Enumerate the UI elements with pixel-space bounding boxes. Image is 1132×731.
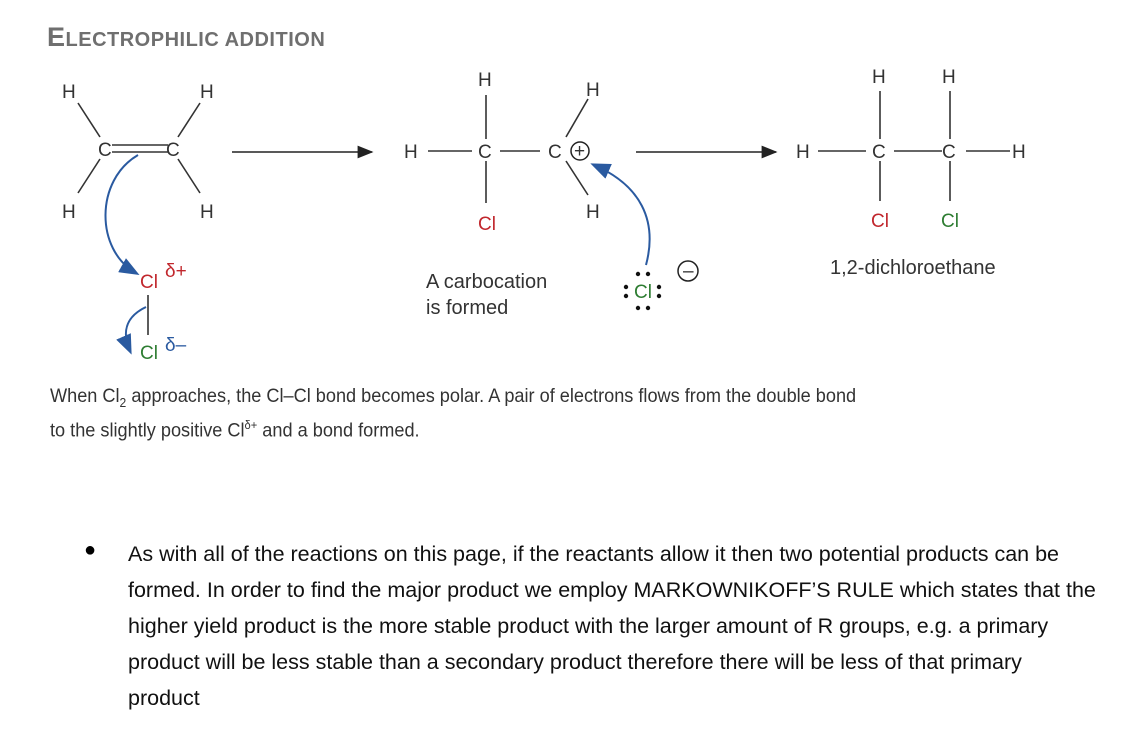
caption-text-1: When Cl: [50, 385, 120, 407]
ethene-molecule: [78, 103, 200, 193]
reaction-scheme: [0, 55, 1132, 375]
positive-charge-sign: +: [574, 141, 586, 162]
curly-arrow-pi-bond: [105, 155, 138, 273]
page-heading: [47, 22, 325, 53]
chloride-ion: Cl: [634, 282, 652, 303]
cl-delta-minus-atom: Cl: [140, 343, 158, 364]
negative-charge-sign: –: [683, 261, 694, 282]
carbocation-c1: C: [478, 142, 492, 163]
caption-line-1: [50, 385, 980, 414]
delta-plus-label: δ+: [165, 261, 187, 282]
caption-subscript: 2: [119, 394, 127, 410]
cl-delta-plus-atom: Cl: [140, 272, 158, 293]
product-h-top-1: H: [872, 67, 886, 88]
ethene-h1: H: [62, 82, 76, 103]
product-h-left: H: [796, 142, 810, 163]
carbocation-c2: C: [548, 142, 562, 163]
carbocation-molecule: [428, 95, 588, 203]
carbocation-label-line2: is formed: [426, 297, 509, 319]
carbocation-h-top: H: [478, 70, 492, 91]
carbocation-h-upper-right: H: [586, 80, 600, 101]
product-cl-1: Cl: [871, 211, 889, 232]
product-h-top-2: H: [942, 67, 956, 88]
curly-arrow-chloride: [594, 165, 650, 265]
carbocation-cl: Cl: [478, 214, 496, 235]
figure-caption: [50, 385, 980, 442]
product-h-right: H: [1012, 142, 1026, 163]
caption-text-2: approaches, the Cl–Cl bond becomes polar. A pair of electrons flows from the double bond: [126, 385, 857, 407]
product-name-label: 1,2-dichloroethane: [830, 257, 996, 279]
ethene-c2: C: [166, 140, 180, 161]
carbocation-h-lower-right: H: [586, 202, 600, 223]
carbocation-h-left: H: [404, 142, 418, 163]
bullet-icon: ●: [84, 539, 97, 561]
product-c2: C: [942, 142, 956, 163]
heading-rest: LECTROPHILIC ADDITION: [65, 29, 326, 51]
delta-minus-label: δ–: [165, 335, 187, 356]
caption-line-2: [50, 414, 980, 443]
product-cl-2: Cl: [941, 211, 959, 232]
product-c1: C: [872, 142, 886, 163]
carbocation-label-line1: A carbocation: [426, 271, 548, 293]
heading-initial: E: [47, 22, 66, 52]
caption-superscript: δ+: [244, 417, 258, 432]
caption-text-4: and a bond formed.: [257, 419, 420, 442]
dichloroethane-molecule: [818, 91, 1010, 201]
ethene-h3: H: [62, 202, 76, 223]
ethene-h4: H: [200, 202, 214, 223]
ethene-c1: C: [98, 140, 112, 161]
caption-text-3: to the slightly positive Cl: [50, 419, 245, 442]
bullet-text: As with all of the reactions on this page, if the reactants allow it then two potential products can be formed. In order to find the major product we employ MARKOWNIKOFF’S RULE which states that the higher yield product is the more stable product with the larger amount of R groups, e.g. a primary product will be less stable than a secondary product therefore there will be less of that primary product: [128, 542, 1096, 710]
ethene-h2: H: [200, 82, 214, 103]
